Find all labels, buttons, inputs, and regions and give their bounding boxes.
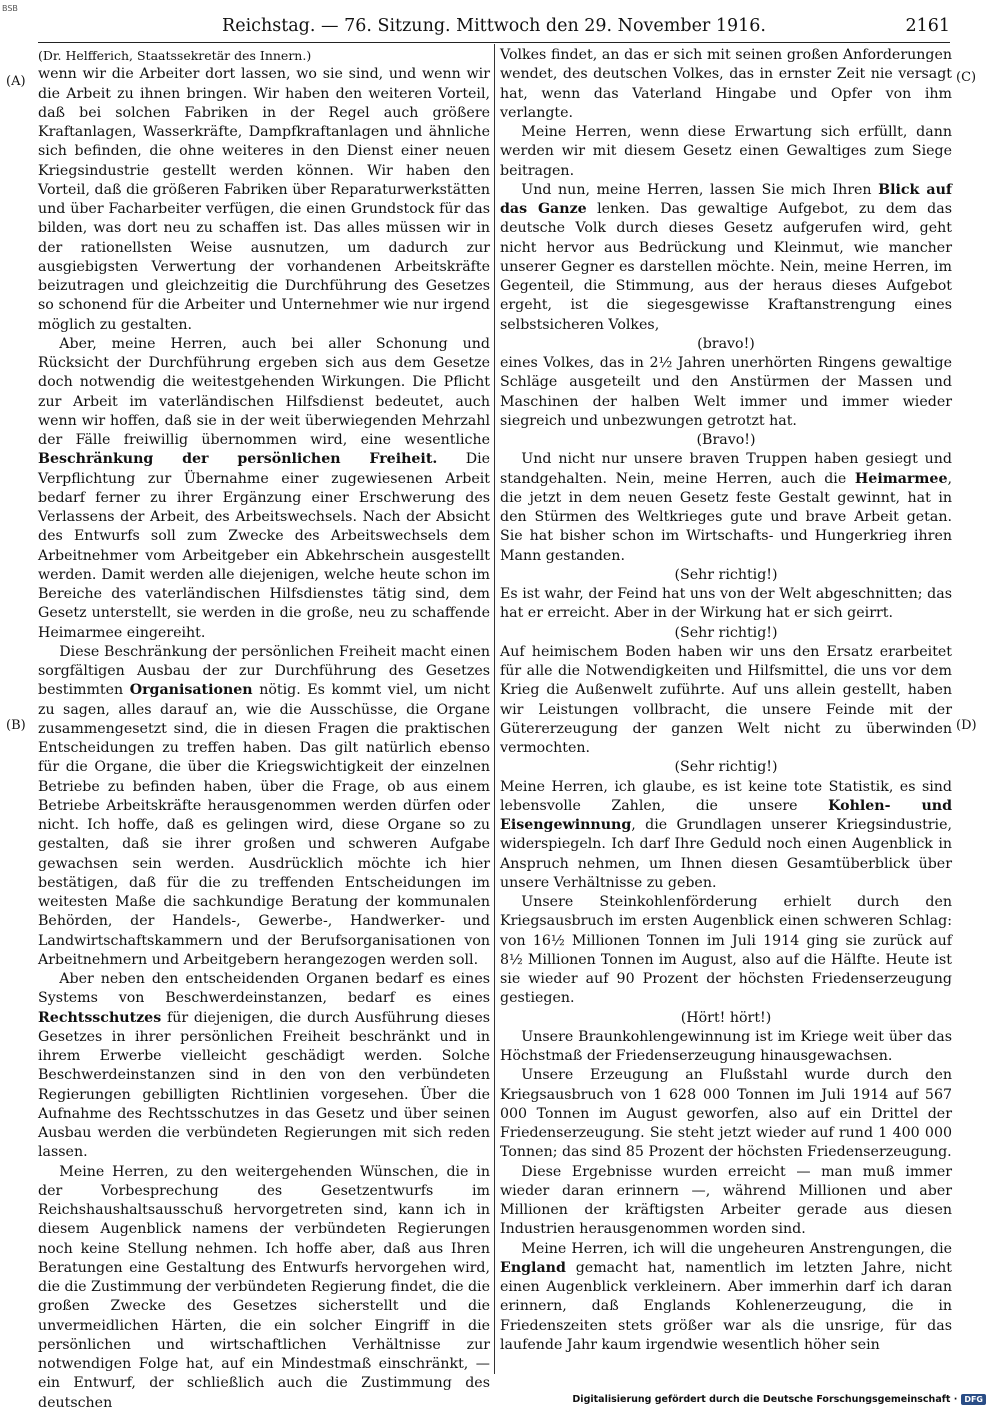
- interjection: (Bravo!): [696, 432, 756, 448]
- paragraph: Auf heimischem Boden haben wir uns den Ersatz erarbeitet für alle die Notwendigkeiten und Hilfsmittel, die uns vor dem Krieg die Außenwelt zuführte. Auf uns allein gestellt, haben wir Leistungen vollbracht, die unsere Feinde mit der Gütererzeugung der ganzen Welt nicht zu überwinden vermochten.: [500, 643, 952, 756]
- interjection: (bravo!): [697, 335, 755, 352]
- text-run: nötig. Es kommt viel, um nicht zu sagen, alles darauf an, wie die Ausschüsse, die Organe zusammengesetzt sind, die in diesen Fragen die praktischen Entscheidungen zu treffen haben. Das gilt natürlich ebenso für die Organe, die über die Kriegswichtigkeit der einzelnen Betriebe zu befinden haben, über die Frage, ob aus einem Betriebe Arbeitskräfte herausgenommen werden dürfen oder nicht. Ich hoffe, daß es gelingen wird, diese Organe so zu gestalten, daß sie ihrer großen und schweren Aufgabe gewachsen sein werden. Ausdrücklich möchte ich hier bestätigen, daß für die zu treffenden Entscheidungen im weitesten Maße die sachkundige Beratung der kommunalen Behörden, der Handels-, Gewerbe-, Handwerker- und Landwirtschaftskammern und der Berufsorganisationen von Arbeitnehmern und Arbeitgebern herangezogen werden soll.: [38, 682, 490, 968]
- text-run: Und nicht nur unsere braven Truppen haben gesiegt und standgehalten. Nein, meine Herren, auch die: [500, 451, 952, 487]
- text-run: Aber, meine Herren, auch bei aller Schonung und Rücksicht der Durchführung ergeben sich aus dem Gesetze doch notwendig die weitestgehenden Wirkungen. Die Pflicht zur Arbeit im vaterländischen Hilfsdienst bedeutet, auch wenn wir hoffen, daß sie in der weit überwiegenden Mehrzahl der Fälle freiwillig übernommen wird, eine wesentliche: [38, 335, 490, 448]
- interjection: (Sehr richtig!): [674, 624, 778, 641]
- margin-mark-b: (B): [6, 718, 26, 733]
- left-column: [38, 46, 490, 1413]
- margin-mark-d: (D): [956, 718, 977, 733]
- emphasis: Beschränkung der persönlichen Freiheit.: [38, 451, 438, 468]
- paragraph: [38, 643, 490, 970]
- text-run: Aber neben den entscheidenden Organen bedarf es eines Systems von Beschwerdeinstanzen, bedarf es eines: [38, 971, 490, 1007]
- text-run: Diese Beschränkung der persönlichen Freiheit macht einen sorgfältigen Ausbau der zur Durchführung des Gesetzes bestimmten: [38, 643, 490, 699]
- paragraph: Es ist wahr, der Feind hat uns von der Welt abgeschnitten; das hat er erreicht. Aber in der Wirkung hat er sich geirrt.: [500, 586, 952, 622]
- paragraph: [500, 778, 952, 894]
- paragraph: Meine Herren, zu den weitergehenden Wünschen, die in der Vorbesprechung des Gesetzentwurfs im Reichshaushaltsausschuß hervorgetreten sind, kann ich in diesem Augenblick namens der verbündeten Regierungen noch keine Stellung nehmen. Ich hoffe aber, daß aus Ihren Beratungen eine Gestaltung des Entwurfs hervorgehen wird, die die Zustimmung der verbündeten Regierung findet, die die großen Zwecke des Gesetzes sicherstellt und die unvermeidlichen Härten, die ein solcher Eingriff in die persönlichen und wirtschaftlichen Verhältnisse zur notwendigen Folge hat, auf ein Mindestmaß einschränkt, — ein Entwurf, der schließlich auch die Zustimmung des deutschen: [38, 1163, 490, 1411]
- column-divider: [494, 44, 495, 1374]
- interjection: (Sehr richtig!): [674, 759, 778, 776]
- paragraph: Meine Herren, wenn diese Erwartung sich erfüllt, dann werden wir mit diesem Gesetz einen Gewaltiges zum Siege beitragen.: [500, 124, 952, 179]
- dfg-logo: DFG: [961, 1394, 986, 1405]
- page-header: [38, 16, 950, 40]
- paragraph: [500, 1240, 952, 1356]
- interjection: (Hört! hört!): [680, 1009, 772, 1026]
- paragraph: [500, 450, 952, 566]
- text-run: Meine Herren, ich glaube, es ist keine tote Statistik, es sind lebensvolle Zahlen, die unsere: [500, 778, 952, 814]
- emphasis: Rechtsschutzes: [38, 1009, 162, 1026]
- margin-mark-c: (C): [956, 70, 977, 85]
- paragraph: [500, 181, 952, 335]
- text-run: Die Verpflichtung zur Übernahme einer zugewiesenen Arbeit bedarf ferner zu ihrer Ergänzung einer Erschwerung des Verlassens der Arbeit, des Arbeitswechsels. Nach der Absicht des Entwurfs soll zum Zwecke des Arbeitswechsels dem Arbeitnehmer vom Arbeitgeber ein Abkehrschein ausgestellt werden. Damit werden alle diejenigen, welche heute schon im Bereiche des vaterländischen Hilfsdienstes tätig sind, dem Gesetz unterstellt, sie werden in die große, neu zu schaffende Heimarmee eingereiht.: [38, 451, 490, 641]
- emphasis: Organisationen: [129, 682, 253, 699]
- interjection: (Sehr richtig!): [674, 566, 778, 583]
- paragraph: Volkes findet, an das er sich mit seinen großen Anforderungen wendet, des deutschen Volkes, das in ernster Zeit nie versagt hat, wenn das Vaterland Hingabe und Opfer von ihm verlangte.: [500, 47, 952, 121]
- text-run: für diejenigen, die durch Ausführung dieses Gesetzes in ihrer persönlichen Freiheit beschränkt und in ihrem Erwerbe vielleicht geschädigt werden. Solche Beschwerdeinstanzen sind in den von den verbündeten Regierungen gebilligten Richtlinien vorgesehen. Über die Aufnahme des Rechtsschutzes in das Gesetz und über seinen Ausbau werden die verbündeten Regierungen mit sich reden lassen.: [38, 1009, 490, 1161]
- page-number: 2161: [905, 16, 950, 36]
- text-run: lenken. Das gewaltige Aufgebot, zu dem das deutsche Volk durch dieses Gesetz aufgerufen wird, geht nicht hervor aus Bedrückung und Kleinmut, wie mancher unserer Gegner es darstellen möchte. Nein, meine Herren, im Gegenteil, die Stimmung, aus der heraus dieses Aufgebot ergeht, ist die siegesgewisse Kraftanstrengung eines selbstsicheren Volkes,: [500, 201, 952, 333]
- speaker-line: (Dr. Helfferich, Staatssekretär des Innern.): [38, 48, 312, 63]
- emphasis: Kohlen- und Eisengewinnung: [500, 797, 952, 833]
- paragraph: wenn wir die Arbeiter dort lassen, wo sie sind, und wenn wir die Arbeit zu ihnen bringen. Wir haben den weiteren Vorteil, daß bei solchen Fabriken in der Regel auch größere Kraftanlagen, Wasserkräfte, Dampfkraftanlagen und ähnliche sich befinden, die ohne weiteres in den Dienst einer neuen Kriegsindustrie gestellt werden können. Wir haben den Vorteil, daß die größeren Fabriken über Reparaturwerkstätten und über Facharbeiter verfügen, die einen Grundstock für das bilden, was dort neu zu schaffen ist. Das alles müssen wir in der rationellsten Weise ausnutzen, um dadurch zur ausgiebigsten Verwertung der vorhandenen Arbeitskräfte beizutragen und gleichzeitig die Durchführung des Gesetzes so schonend für die Arbeiter und Unternehmer wie nur irgend möglich zu gestalten.: [38, 66, 490, 333]
- emphasis: Blick auf das Ganze: [500, 181, 952, 217]
- text-run: , die jetzt in dem neuen Gesetz feste Gestalt gewinnt, hat in den Stürmen des Weltkrieges gute und brave Arbeit getan. Sie hat bisher schon im Wirtschafts- und Hungerkrieg ihren Mann gestanden.: [500, 470, 952, 564]
- paragraph: [38, 335, 490, 643]
- paragraph: Diese Ergebnisse wurden erreicht — man muß immer wieder daran erinnern —, während Millionen und aber Millionen der kräftigsten Arbeiter gerade aus diesen Industrien herausgenommen worden sind.: [500, 1163, 952, 1238]
- right-column: [500, 46, 952, 1355]
- paragraph: Unsere Steinkohlenförderung erhielt durch den Kriegsausbruch im ersten Augenblick einen schweren Schlag: von 16½ Millionen Tonnen im Juli 1914 ging sie zurück auf 8½ Millionen Tonnen im August, also auf die Hälfte. Heute ist sie wieder auf 90 Prozent der höchsten Friedenserzeugung gestiegen.: [500, 894, 952, 1007]
- emphasis: England: [500, 1259, 566, 1276]
- running-title: Reichstag. — 76. Sitzung. Mittwoch den 29. November 1916.: [222, 16, 766, 36]
- emphasis: Heimarmee: [854, 470, 948, 487]
- library-stamp: BSB: [2, 4, 18, 13]
- margin-mark-a: (A): [6, 74, 26, 89]
- text-run: Meine Herren, ich will die ungeheuren Anstrengungen, die: [521, 1240, 952, 1257]
- text-run: Und nun, meine Herren, lassen Sie mich Ihren: [521, 181, 872, 198]
- footer-text: Digitalisierung gefördert durch die Deutsche Forschungsgemeinschaft ·: [572, 1394, 958, 1405]
- header-rule: [38, 42, 950, 43]
- text-run: gemacht hat, namentlich im letzten Jahre, nicht einen Augenblick verkleinern. Aber immerhin darf ich daran erinnern, daß Englands Kohlenerzeugung, die in Friedenszeiten stets größer war als die unsrige, für das laufende Jahr kaum irgendwie wesentlich höher sein: [500, 1259, 952, 1353]
- paragraph: Unsere Erzeugung an Flußstahl wurde durch den Kriegsausbruch von 1 628 000 Tonnen im Juli 1914 auf 567 000 Tonnen im August geworfen, also auf ein Drittel der Friedenserzeugung. Sie steht jetzt wieder auf rund 1 400 000 Tonnen; das sind 85 Prozent der höchsten Friedenserzeugung.: [500, 1067, 952, 1161]
- text-run: , die Grundlagen unserer Kriegsindustrie, widerspiegeln. Ich darf Ihre Geduld noch einen Augenblick in Anspruch nehmen, um Ihnen diesen Gesamtüberblick über unsere Verhältnisse zu geben.: [500, 817, 952, 891]
- paragraph: [38, 970, 490, 1163]
- digitization-footer: [572, 1394, 986, 1405]
- paragraph: eines Volkes, das in 2½ Jahren unerhörten Ringens gewaltige Schläge ausgeteilt und den Anstürmen der Massen und Maschinen der halben Welt immer und immer wieder siegreich und unbezwungen getrotzt hat.: [500, 355, 952, 429]
- paragraph: Unsere Braunkohlengewinnung ist im Kriege weit über das Höchstmaß der Friedenserzeugung hinausgewachsen.: [500, 1028, 952, 1064]
